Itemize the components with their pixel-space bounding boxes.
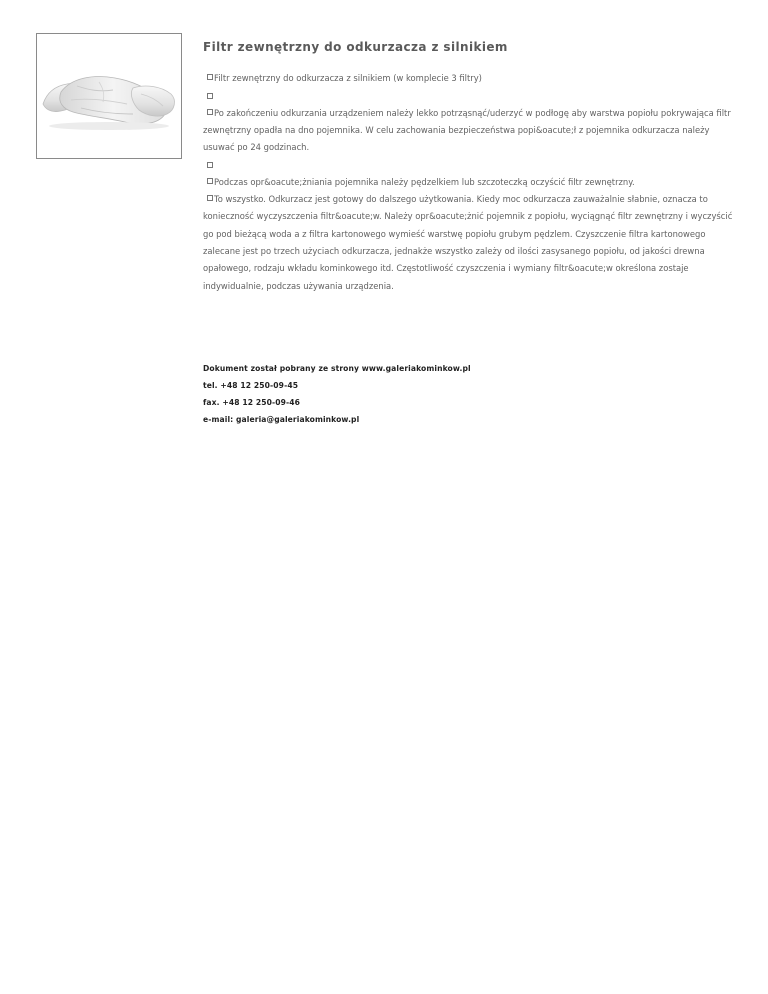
footer-fax: fax. +48 12 250-09-46 — [203, 398, 301, 407]
paragraph-2-text: Po zakończeniu odkurzania urządzeniem należy lekko potrząsnąć/uderzyć w podłogę aby warstwa popiołu pokrywająca filtr zewnętrzny opadła na dno pojemnika. W celu zachowania bezpieczeństwa popi&oacute;ł z pojemnika odkurzacza należy usuwać po 24 godzinach. — [203, 107, 731, 153]
footer-phone: tel. +48 12 250-09-45 — [203, 381, 299, 390]
bullet-box-icon — [207, 109, 213, 115]
empty-bullet-line — [203, 87, 733, 104]
document-footer — [203, 360, 723, 428]
bullet-box-icon — [207, 178, 213, 184]
paragraph-3 — [203, 174, 733, 191]
paragraph-3-text: Podczas opr&oacute;żniania pojemnika należy pędzelkiem lub szczoteczką oczyścić filtr zewnętrzny. — [214, 176, 635, 187]
paragraph-2 — [203, 105, 733, 157]
paragraph-1-text: Filtr zewnętrzny do odkurzacza z silnikiem (w komplecie 3 filtry) — [214, 73, 482, 83]
paragraph-4 — [203, 191, 733, 295]
page-title: Filtr zewnętrzny do odkurzacza z silnikiem — [203, 40, 508, 54]
paragraph-4-text: To wszystko. Odkurzacz jest gotowy do dalszego użytkowania. Kiedy moc odkurzacza zauważalnie słabnie, oznacza to konieczność wyczyszczenia filtr&oacute;w. Należy opr&oacute;żnić pojemnik z popiołu, wyciągnąć filtr zewnętrzny i wyczyścić go pod bieżącą woda a z filtra kartonowego wymieść warstwę popiołu grubym pędzlem. Czyszczenie filtra kartonowego zalecane jest po trzech użyciach odkurzacza, jednakże wszystko zależy od ilości zasysanego popiołu, od jakości drewna opałowego, rodzaju wkładu kominkowego itd. Częstotliwość czyszczenia i wymiany filtr&oacute;w określona zostaje indywidualnie, podczas używania urządzenia. — [203, 194, 733, 291]
empty-bullet-line — [203, 156, 733, 173]
bullet-box-icon — [207, 74, 213, 80]
footer-source: Dokument został pobrany ze strony www.galeriakominkow.pl — [203, 364, 471, 373]
article-content — [203, 38, 733, 295]
product-image-frame — [36, 33, 182, 159]
bullet-box-icon — [207, 162, 213, 168]
paragraph-1 — [203, 70, 733, 87]
bullet-box-icon — [207, 195, 213, 201]
filter-bag-icon — [37, 34, 181, 158]
bullet-box-icon — [207, 93, 213, 99]
footer-email: e-mail: galeria@galeriakominkow.pl — [203, 415, 360, 424]
